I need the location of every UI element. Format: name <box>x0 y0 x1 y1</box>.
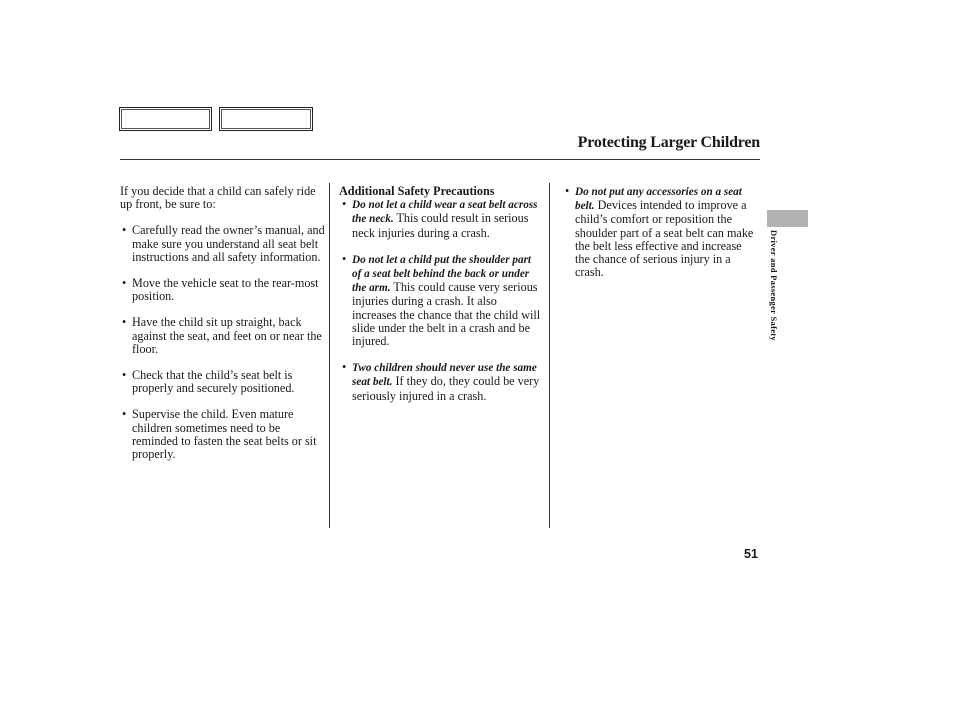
nav-button-next[interactable] <box>219 107 313 131</box>
list-item: • Carefully read the owner’s manual, and make sure you understand all seat belt instructions and all safety information. <box>120 224 326 264</box>
page-title: Protecting Larger Children <box>577 134 760 151</box>
list-item: • Move the vehicle seat to the rear-most position. <box>120 277 326 303</box>
precautions-list <box>339 198 543 403</box>
column-2 <box>339 185 543 416</box>
precaution-text: This could result in serious neck injuries during a crash. <box>352 211 529 240</box>
column-divider <box>329 183 330 528</box>
list-item <box>562 185 758 279</box>
precaution-lead: Do not let a child put the shoulder part of a seat belt behind the back or under the arm. <box>352 253 532 295</box>
column-1 <box>120 185 326 474</box>
precaution-text: Devices intended to improve a child’s comfort or reposition the shoulder part of a seat belt can make the belt less effective and increase the chance of serious injury in a crash. <box>575 198 754 280</box>
intro-text: If you decide that a child can safely ride up front, be sure to: <box>120 184 316 212</box>
section-heading: Additional Safety Precautions <box>339 184 495 198</box>
precautions-list-continued <box>562 185 758 279</box>
front-seat-checklist <box>120 224 326 461</box>
list-item <box>339 253 543 348</box>
list-item: • Check that the child’s seat belt is properly and securely positioned. <box>120 369 326 395</box>
list-item: • Supervise the child. Even mature children sometimes need to be reminded to fasten the seat belts or sit properly. <box>120 408 326 461</box>
column-divider <box>549 183 550 528</box>
section-tab-marker <box>767 210 808 227</box>
list-item <box>339 198 543 240</box>
column-3 <box>562 185 758 292</box>
precaution-text: This could cause very serious injuries during a crash. It also increases the chance that the child will slide under the belt in a crash and be injured. <box>352 280 541 349</box>
nav-button-previous[interactable] <box>119 107 212 131</box>
page-number: 51 <box>744 547 758 561</box>
title-divider <box>120 159 760 160</box>
list-item <box>339 361 543 403</box>
precaution-text: If they do, they could be very seriously injured in a crash. <box>352 374 540 403</box>
precaution-lead: Do not let a child wear a seat belt across the neck. <box>352 199 538 226</box>
list-item: • Have the child sit up straight, back against the seat, and feet on or near the floor. <box>120 316 326 356</box>
section-tab-label: Driver and Passenger Safety <box>769 230 779 341</box>
precaution-lead: Two children should never use the same seat belt. <box>352 362 537 389</box>
precaution-lead: Do not put any accessories on a seat belt. <box>575 186 742 213</box>
